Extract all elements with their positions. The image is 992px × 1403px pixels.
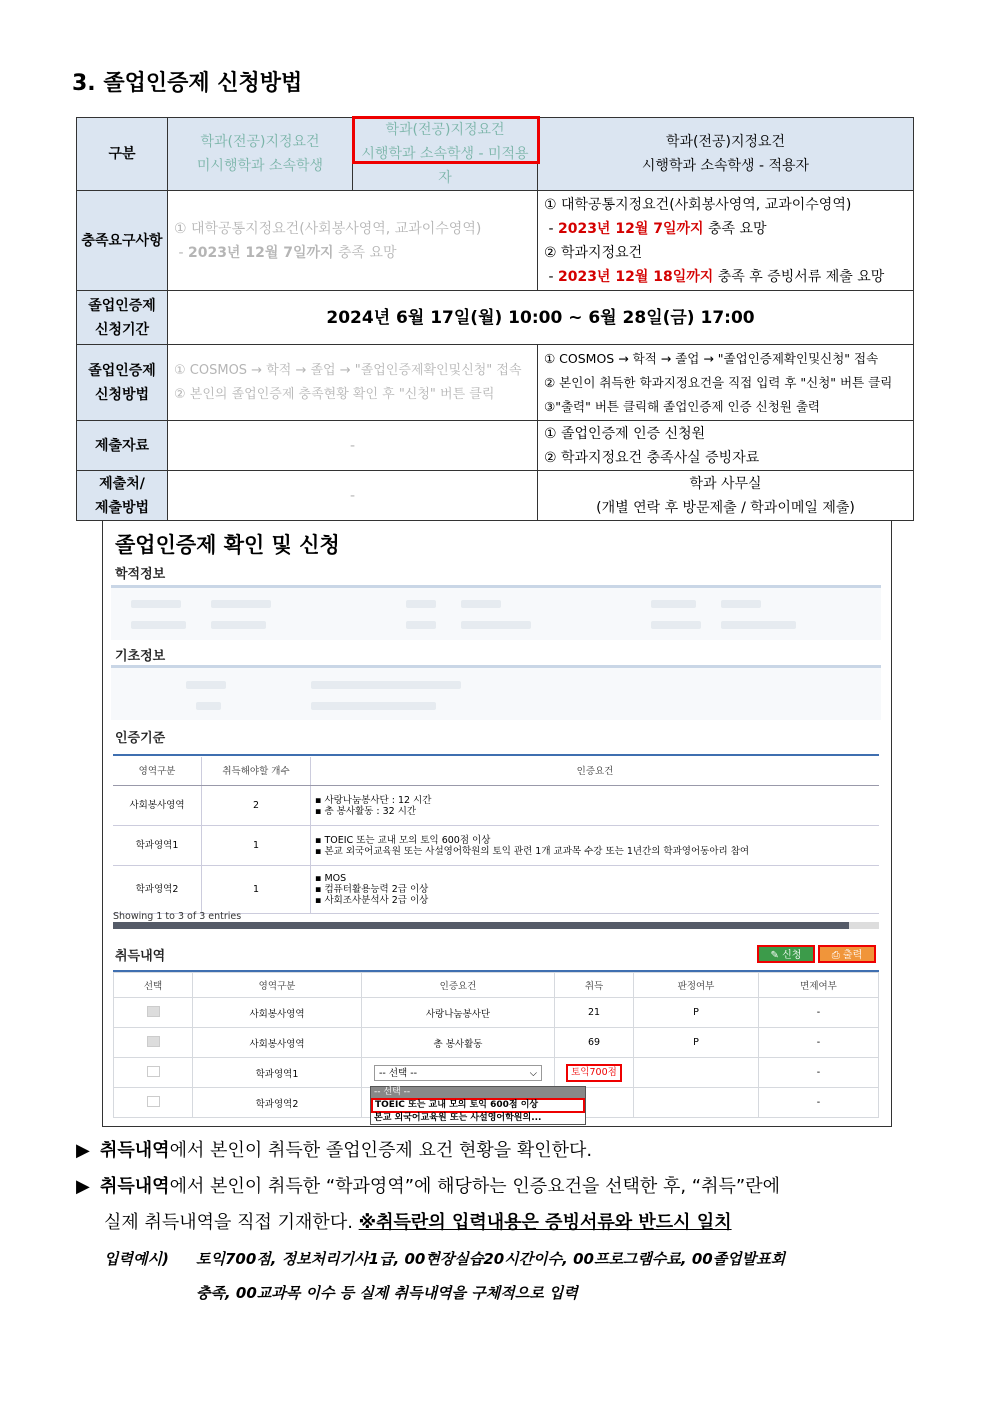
note-2-underline: ※취득란의 입력내용은 증빙서류와 반드시 일치 [358, 1212, 732, 1233]
header-col1 [168, 118, 353, 191]
cert-req [311, 826, 880, 866]
where-label-line2: 제출방법 [94, 499, 150, 516]
method-label-line2: 신청방법 [94, 386, 150, 403]
row-checkbox[interactable] [147, 1036, 160, 1047]
triangle-bullet-icon: ▶ [76, 1140, 90, 1161]
cert-req-line: ▪ 사랑나눔봉사단 : 12 시간 [315, 794, 432, 806]
note-1 [76, 1136, 592, 1166]
docs-label: 제출자료 [77, 421, 168, 471]
acq-col-exempt: 면제여부 [759, 973, 879, 998]
cert-area: 학과영역1 [113, 826, 202, 866]
requirement-select[interactable] [374, 1065, 542, 1081]
cert-req-line: ▪ 사회조사분석사 2급 이상 [315, 895, 429, 906]
basic-info-box [111, 665, 881, 720]
cert-col-area: 영역구분 [113, 757, 202, 786]
docs-left: - [168, 421, 538, 471]
acq-judge: P [634, 1028, 759, 1058]
cert-count: 2 [202, 786, 311, 826]
method-right-line1: ① COSMOS → 학적 → 졸업 → "졸업인증제확인및신청" 접속 [544, 350, 879, 366]
entries-info: Showing 1 to 3 of 3 entries [113, 911, 242, 922]
where-right-line2: (개별 연락 후 방문제출 / 학과이메일 제출) [596, 499, 855, 516]
acq-got: 69 [555, 1028, 634, 1058]
header-col2-line1: 학과(전공)지정요건 [385, 122, 505, 138]
cert-req-line: ▪ MOS [315, 873, 347, 884]
header-col1-line1: 학과(전공)지정요건 [200, 134, 320, 150]
cert-req-line: ▪ 본교 외국어교육원 또는 사설영어학원의 토익 관련 1개 교과목 수강 또는 1년간의 학과영어동아리 참여 [315, 845, 750, 857]
header-label: 구분 [77, 118, 168, 191]
apply-button[interactable]: ✎ 신청 [757, 945, 815, 963]
application-method-table [76, 117, 914, 521]
row-checkbox-cell [114, 1088, 193, 1118]
cert-area: 사회봉사영역 [113, 786, 202, 826]
requirement-left [168, 191, 538, 291]
method-right-line2: ② 본인이 취득한 학과지정요건을 직접 입력 후 "신청" 버튼 클릭 [544, 374, 893, 390]
row-checkbox[interactable] [147, 1006, 160, 1017]
acq-col-judge: 판정여부 [634, 973, 759, 998]
acq-got-cell [555, 1058, 634, 1088]
acq-exempt: - [759, 1028, 879, 1058]
academic-info-heading: 학적정보 [115, 567, 166, 582]
req-right-dash1: - [548, 220, 558, 237]
method-right-line3: ③"출력" 버튼 클릭해 졸업인증제 인증 신청원 출력 [544, 398, 820, 414]
requirement-right-line4 [544, 265, 907, 289]
cert-col-count: 취득해야할 개수 [202, 757, 311, 786]
header-col2-line2: 시행학과 소속학생 - 미적용자 [361, 146, 529, 186]
highlight-box [352, 116, 540, 164]
table-row [113, 866, 879, 914]
req-right-dash2: - [548, 268, 558, 285]
example-label: 입력예시) [104, 1250, 169, 1268]
acq-area: 사회봉사영역 [193, 998, 362, 1028]
note-2-bold: 취득내역 [100, 1176, 170, 1197]
acq-area: 사회봉사영역 [193, 1028, 362, 1058]
req-right-suffix1: 충족 요망 [703, 220, 767, 237]
acq-exempt: - [759, 1088, 879, 1118]
header-col3-line1: 학과(전공)지정요건 [665, 134, 786, 150]
req-right-suffix2: 충족 후 증빙서류 제출 요망 [713, 268, 885, 285]
note-2-line2 [104, 1208, 732, 1238]
table-row [114, 1058, 879, 1088]
scrollbar-thumb[interactable] [113, 922, 849, 929]
method-right [538, 345, 914, 421]
acq-exempt: - [759, 998, 879, 1028]
where-right-line1: 학과 사무실 [689, 475, 762, 492]
requirement-row [77, 191, 914, 291]
row-checkbox[interactable] [147, 1096, 160, 1107]
acq-area: 학과영역2 [193, 1088, 362, 1118]
period-value: 2024년 6월 17일(월) 10:00 ~ 6월 28일(금) 17:00 [168, 291, 914, 345]
acq-col-req: 인증요건 [362, 973, 555, 998]
cert-criteria-heading: 인증기준 [115, 731, 166, 746]
basic-info-heading: 기초정보 [115, 649, 166, 664]
requirement-left-line2 [174, 241, 531, 265]
method-row [77, 345, 914, 421]
docs-row [77, 421, 914, 471]
docs-right [538, 421, 914, 471]
where-row [77, 471, 914, 521]
period-label [77, 291, 168, 345]
where-label-line1: 제출처/ [99, 475, 145, 492]
cert-divider [113, 754, 879, 756]
section-heading: 3. 졸업인증제 신청방법 [72, 71, 303, 96]
row-checkbox-cell [114, 1058, 193, 1088]
acq-judge [634, 1058, 759, 1088]
horizontal-scrollbar[interactable] [113, 922, 879, 929]
header-col1-line2: 미시행학과 소속학생 [196, 158, 324, 174]
where-label [77, 471, 168, 521]
note-2 [76, 1172, 780, 1202]
header-col3-line2: 시행학과 소속학생 - 적용자 [641, 158, 810, 174]
requirement-dropdown[interactable] [370, 1086, 586, 1125]
cert-count: 1 [202, 826, 311, 866]
academic-info-box [111, 585, 881, 640]
acquired-input[interactable]: 토익700점 [566, 1064, 622, 1082]
acquired-heading: 취득내역 [115, 949, 166, 964]
cert-req-line: ▪ 컴퓨터활용능력 2급 이상 [315, 884, 429, 895]
cert-req [311, 866, 880, 914]
row-checkbox-cell [114, 1028, 193, 1058]
row-checkbox[interactable] [147, 1066, 160, 1077]
req-left-date: 2023년 12월 7일까지 [187, 244, 334, 261]
example-line1: 토익700점, 정보처리기사1급, 00현장실습20시간이수, 00프로그램수료, 00졸업발표회 [196, 1250, 786, 1268]
acq-col-select: 선택 [114, 973, 193, 998]
requirement-left-line1: ① 대학공통지정요건(사회봉사영역, 교과이수영역) [174, 220, 482, 237]
cert-area: 학과영역2 [113, 866, 202, 914]
table-row [113, 826, 879, 866]
req-right-date2: 2023년 12월 18일까지 [557, 268, 714, 285]
header-col3 [538, 118, 914, 191]
table-row [114, 998, 879, 1028]
dropdown-option[interactable]: 본교 외국어교육원 또는 사설영어학원의... [374, 1113, 542, 1123]
cert-count: 1 [202, 866, 311, 914]
print-button[interactable]: ⎙ 출력 [818, 945, 876, 963]
req-left-dash: - [178, 244, 188, 261]
embedded-screenshot [102, 520, 892, 1127]
acq-req-cell [362, 1058, 555, 1088]
acq-req: 사랑나눔봉사단 [362, 998, 555, 1028]
table-row [114, 1028, 879, 1058]
period-row [77, 291, 914, 345]
acq-header-row [114, 973, 879, 998]
period-label-line1: 졸업인증제 [88, 297, 156, 314]
method-left-line1: ① COSMOS → 학적 → 졸업 → "졸업인증제확인및신청" 접속 [174, 362, 522, 378]
req-right-date1: 2023년 12월 7일까지 [557, 220, 704, 237]
chevron-down-icon: ⌵ [529, 1067, 537, 1079]
docs-right-line2: ② 학과지정요건 충족사실 증빙자료 [544, 449, 760, 466]
acq-req: 총 봉사활동 [362, 1028, 555, 1058]
note-1-text: 에서 본인이 취득한 졸업인증제 요건 현황을 확인한다. [169, 1140, 593, 1161]
table-row [113, 786, 879, 826]
row-checkbox-cell [114, 998, 193, 1028]
docs-right-line1: ① 졸업인증제 인증 신청원 [544, 425, 706, 442]
requirement-right-line2 [544, 217, 907, 241]
period-label-line2: 신청기간 [94, 321, 150, 338]
method-label-line1: 졸업인증제 [88, 362, 156, 379]
method-left-line2: ② 본인의 졸업인증제 충족현황 확인 후 "신청" 버튼 클릭 [174, 386, 495, 402]
requirement-right-line3: ② 학과지정요건 [544, 244, 643, 261]
acq-judge: P [634, 998, 759, 1028]
note-1-bold: 취득내역 [100, 1140, 170, 1161]
dropdown-option[interactable]: TOEIC 또는 교내 모의 토익 600점 이상 [371, 1098, 585, 1113]
cert-req-line: ▪ 총 봉사활동 : 32 시간 [315, 805, 417, 817]
requirement-select-value: -- 선택 -- [379, 1067, 418, 1079]
requirement-right [538, 191, 914, 291]
cert-req [311, 786, 880, 826]
cert-req-line: ▪ TOEIC 또는 교내 모의 토익 600점 이상 [315, 834, 491, 846]
method-left [168, 345, 538, 421]
acq-exempt: - [759, 1058, 879, 1088]
acq-got: 21 [555, 998, 634, 1028]
acq-area: 학과영역1 [193, 1058, 362, 1088]
screenshot-title: 졸업인증제 확인 및 신청 [115, 533, 340, 557]
triangle-bullet-icon: ▶ [76, 1176, 90, 1197]
example-line2: 충족, 00교과목 이수 등 실제 취득내역을 구체적으로 입력 [196, 1284, 578, 1302]
cert-criteria-table [113, 757, 879, 914]
dropdown-option[interactable]: -- 선택 -- [371, 1087, 585, 1098]
note-2-line2-text: 실제 취득내역을 직접 기재한다. [104, 1212, 359, 1233]
acq-col-got: 취득 [555, 973, 634, 998]
req-left-suffix: 충족 요망 [333, 244, 397, 261]
cert-header-row [113, 757, 879, 786]
acq-judge [634, 1088, 759, 1118]
acq-col-area: 영역구분 [193, 973, 362, 998]
note-2-text: 에서 본인이 취득한 “학과영역”에 해당하는 인증요건을 선택한 후, “취득”란에 [169, 1176, 780, 1197]
method-label [77, 345, 168, 421]
requirement-label: 충족요구사항 [77, 191, 168, 291]
where-right [538, 471, 914, 521]
where-left: - [168, 471, 538, 521]
requirement-right-line1: ① 대학공통지정요건(사회봉사영역, 교과이수영역) [544, 196, 852, 213]
cert-col-req: 인증요건 [311, 757, 880, 786]
